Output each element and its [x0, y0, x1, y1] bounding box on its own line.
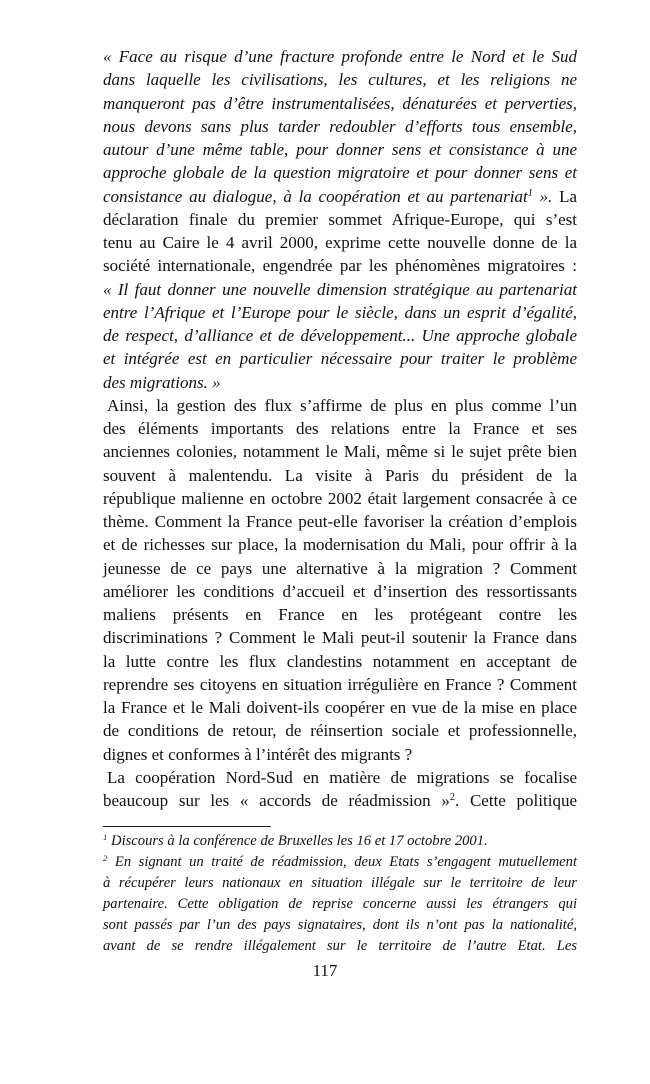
body-line	[103, 650, 577, 673]
body-line	[103, 45, 577, 68]
text-segment: partenaire. Cette obligation de reprise concerne aussi les étrangers qui	[103, 896, 577, 912]
text-segment: déclaration finale du premier sommet Afrique-Europe, qui s’est	[103, 209, 577, 229]
text-segment: Ainsi, la gestion des flux s’affirme de plus en plus comme l’un	[107, 395, 577, 415]
body-line	[103, 626, 577, 649]
body-line	[103, 347, 577, 370]
footnote-divider	[103, 826, 271, 827]
text-segment: tenu au Caire le 4 avril 2000, exprime cette nouvelle donne de la	[103, 233, 577, 252]
text-segment: dignes et conformes à l’intérêt des migrants ?	[103, 744, 413, 764]
text-segment: discriminations ? Comment le Mali peut-il soutenir la France dans	[103, 628, 577, 648]
text-segment: des migrations. »	[103, 372, 221, 392]
footnote-reference: 2	[103, 852, 108, 863]
text-segment: améliorer les conditions d’accueil et d’insertion des ressortissants	[103, 581, 577, 601]
body-line	[103, 440, 577, 463]
text-segment: La coopération Nord-Sud en matière de migrations se focalise	[107, 767, 577, 787]
text-segment: société internationale, engendrée par les phénomènes migratoires :	[103, 256, 577, 276]
text-segment: autour d’une même table, pour donner sens et consistance à une	[103, 140, 577, 159]
body-line	[103, 533, 577, 556]
text-segment: souvent à malentendu. La visite à Paris du président de la	[103, 465, 577, 485]
text-segment: Discours à la conférence de Bruxelles les 16 et 17 octobre 2001.	[107, 833, 488, 849]
body-line	[103, 673, 577, 696]
text-segment: sont passés par l’un des pays signataires, dont ils n’ont pas la nationalité,	[103, 917, 577, 933]
text-segment: « Il faut donner une nouvelle dimension stratégique au partenariat	[103, 279, 577, 299]
text-segment: thème. Comment la France peut-elle favoriser la création d’emplois	[103, 512, 577, 531]
text-segment: consistance au dialogue, à la coopération et au partenariat	[103, 186, 528, 206]
footnote-reference: 2	[449, 791, 455, 803]
footnote-line	[103, 894, 577, 915]
text-segment: beaucoup sur les « accords de réadmission »	[103, 791, 450, 810]
text-segment: la lutte contre les flux clandestins notamment en acceptant de	[103, 651, 577, 671]
footnote-line	[103, 915, 577, 936]
text-segment: avant de se rendre illégalement sur le territoire de l’autre Etat. Les	[103, 938, 577, 954]
text-segment: La	[559, 186, 577, 206]
text-segment: manqueront pas d’être instrumentalisées, dénaturées et perverties,	[103, 93, 577, 113]
text-segment: En signant un traité de réadmission, deux Etats s’engagent mutuellement	[107, 854, 577, 870]
body-line	[103, 464, 577, 487]
body-line	[103, 115, 577, 138]
footnote-reference: 1	[103, 831, 108, 842]
body-line	[103, 789, 577, 812]
text-segment: maliens présents en France en les protégeant contre les	[103, 605, 577, 624]
body-line	[103, 417, 577, 440]
body-line	[103, 301, 577, 324]
body-line	[103, 161, 577, 184]
text-segment: entre l’Afrique et l’Europe pour le siècle, dans un esprit d’égalité,	[103, 302, 577, 322]
text-segment: à récupérer leurs nationaux en situation illégale sur le territoire de leur	[103, 875, 577, 891]
body-line	[103, 743, 577, 766]
footnote-line	[103, 852, 577, 873]
body-line	[103, 371, 577, 394]
body-line	[103, 278, 577, 301]
body-line	[103, 766, 577, 789]
body-line	[103, 92, 577, 115]
body-line	[103, 557, 577, 580]
text-segment: la France et le Mali doivent-ils coopérer en vue de la mise en place	[103, 698, 577, 717]
body-line	[103, 394, 577, 417]
text-segment: dans laquelle les civilisations, les cultures, et les religions ne	[103, 70, 577, 90]
body-line	[103, 510, 577, 533]
footnote-line	[103, 831, 577, 852]
text-segment: anciennes colonies, notamment le Mali, même si le sujet prête bien	[103, 442, 577, 462]
body-line	[103, 696, 577, 719]
body-line	[103, 580, 577, 603]
body-line	[103, 185, 577, 208]
body-line	[103, 68, 577, 91]
text-segment: des éléments importants des relations entre la France et ses	[103, 419, 577, 438]
body-line	[103, 208, 577, 231]
footnote-line	[103, 936, 577, 957]
body-line	[103, 231, 577, 254]
text-segment: reprendre ses citoyens en situation irrégulière en France ? Comment	[103, 674, 577, 694]
body-line	[103, 254, 577, 277]
text-segment: ».	[532, 186, 560, 206]
body-line	[103, 324, 577, 347]
body-line	[103, 603, 577, 626]
body-line	[103, 719, 577, 742]
text-segment: et intégrée est en particulier nécessaire pour traiter le problème	[103, 349, 577, 369]
body-text	[103, 45, 577, 812]
text-segment: et de richesses sur place, la modernisation du Mali, pour offrir à la	[103, 535, 577, 555]
text-segment: . Cette politique	[455, 791, 577, 810]
text-segment: de conditions de retour, de réinsertion sociale et professionnelle,	[103, 721, 577, 741]
footnotes	[103, 831, 577, 957]
body-line	[103, 487, 577, 510]
text-segment: approche globale de la question migratoire et pour donner sens et	[103, 163, 577, 183]
footnote-line	[103, 873, 577, 894]
text-segment: de respect, d’alliance et de développement... Une approche globale	[103, 326, 577, 345]
text-segment: république malienne en octobre 2002 était largement consacrée à ce	[103, 488, 577, 508]
footnote-reference: 1	[527, 187, 533, 199]
body-line	[103, 138, 577, 161]
text-segment: « Face au risque d’une fracture profonde entre le Nord et le Sud	[103, 47, 577, 66]
page-number: 117	[312, 961, 338, 980]
text-segment: jeunesse de ce pays une alternative à la migration ? Comment	[103, 558, 577, 578]
text-segment: nous devons sans plus tarder redoubler d’efforts tous ensemble,	[103, 116, 577, 136]
